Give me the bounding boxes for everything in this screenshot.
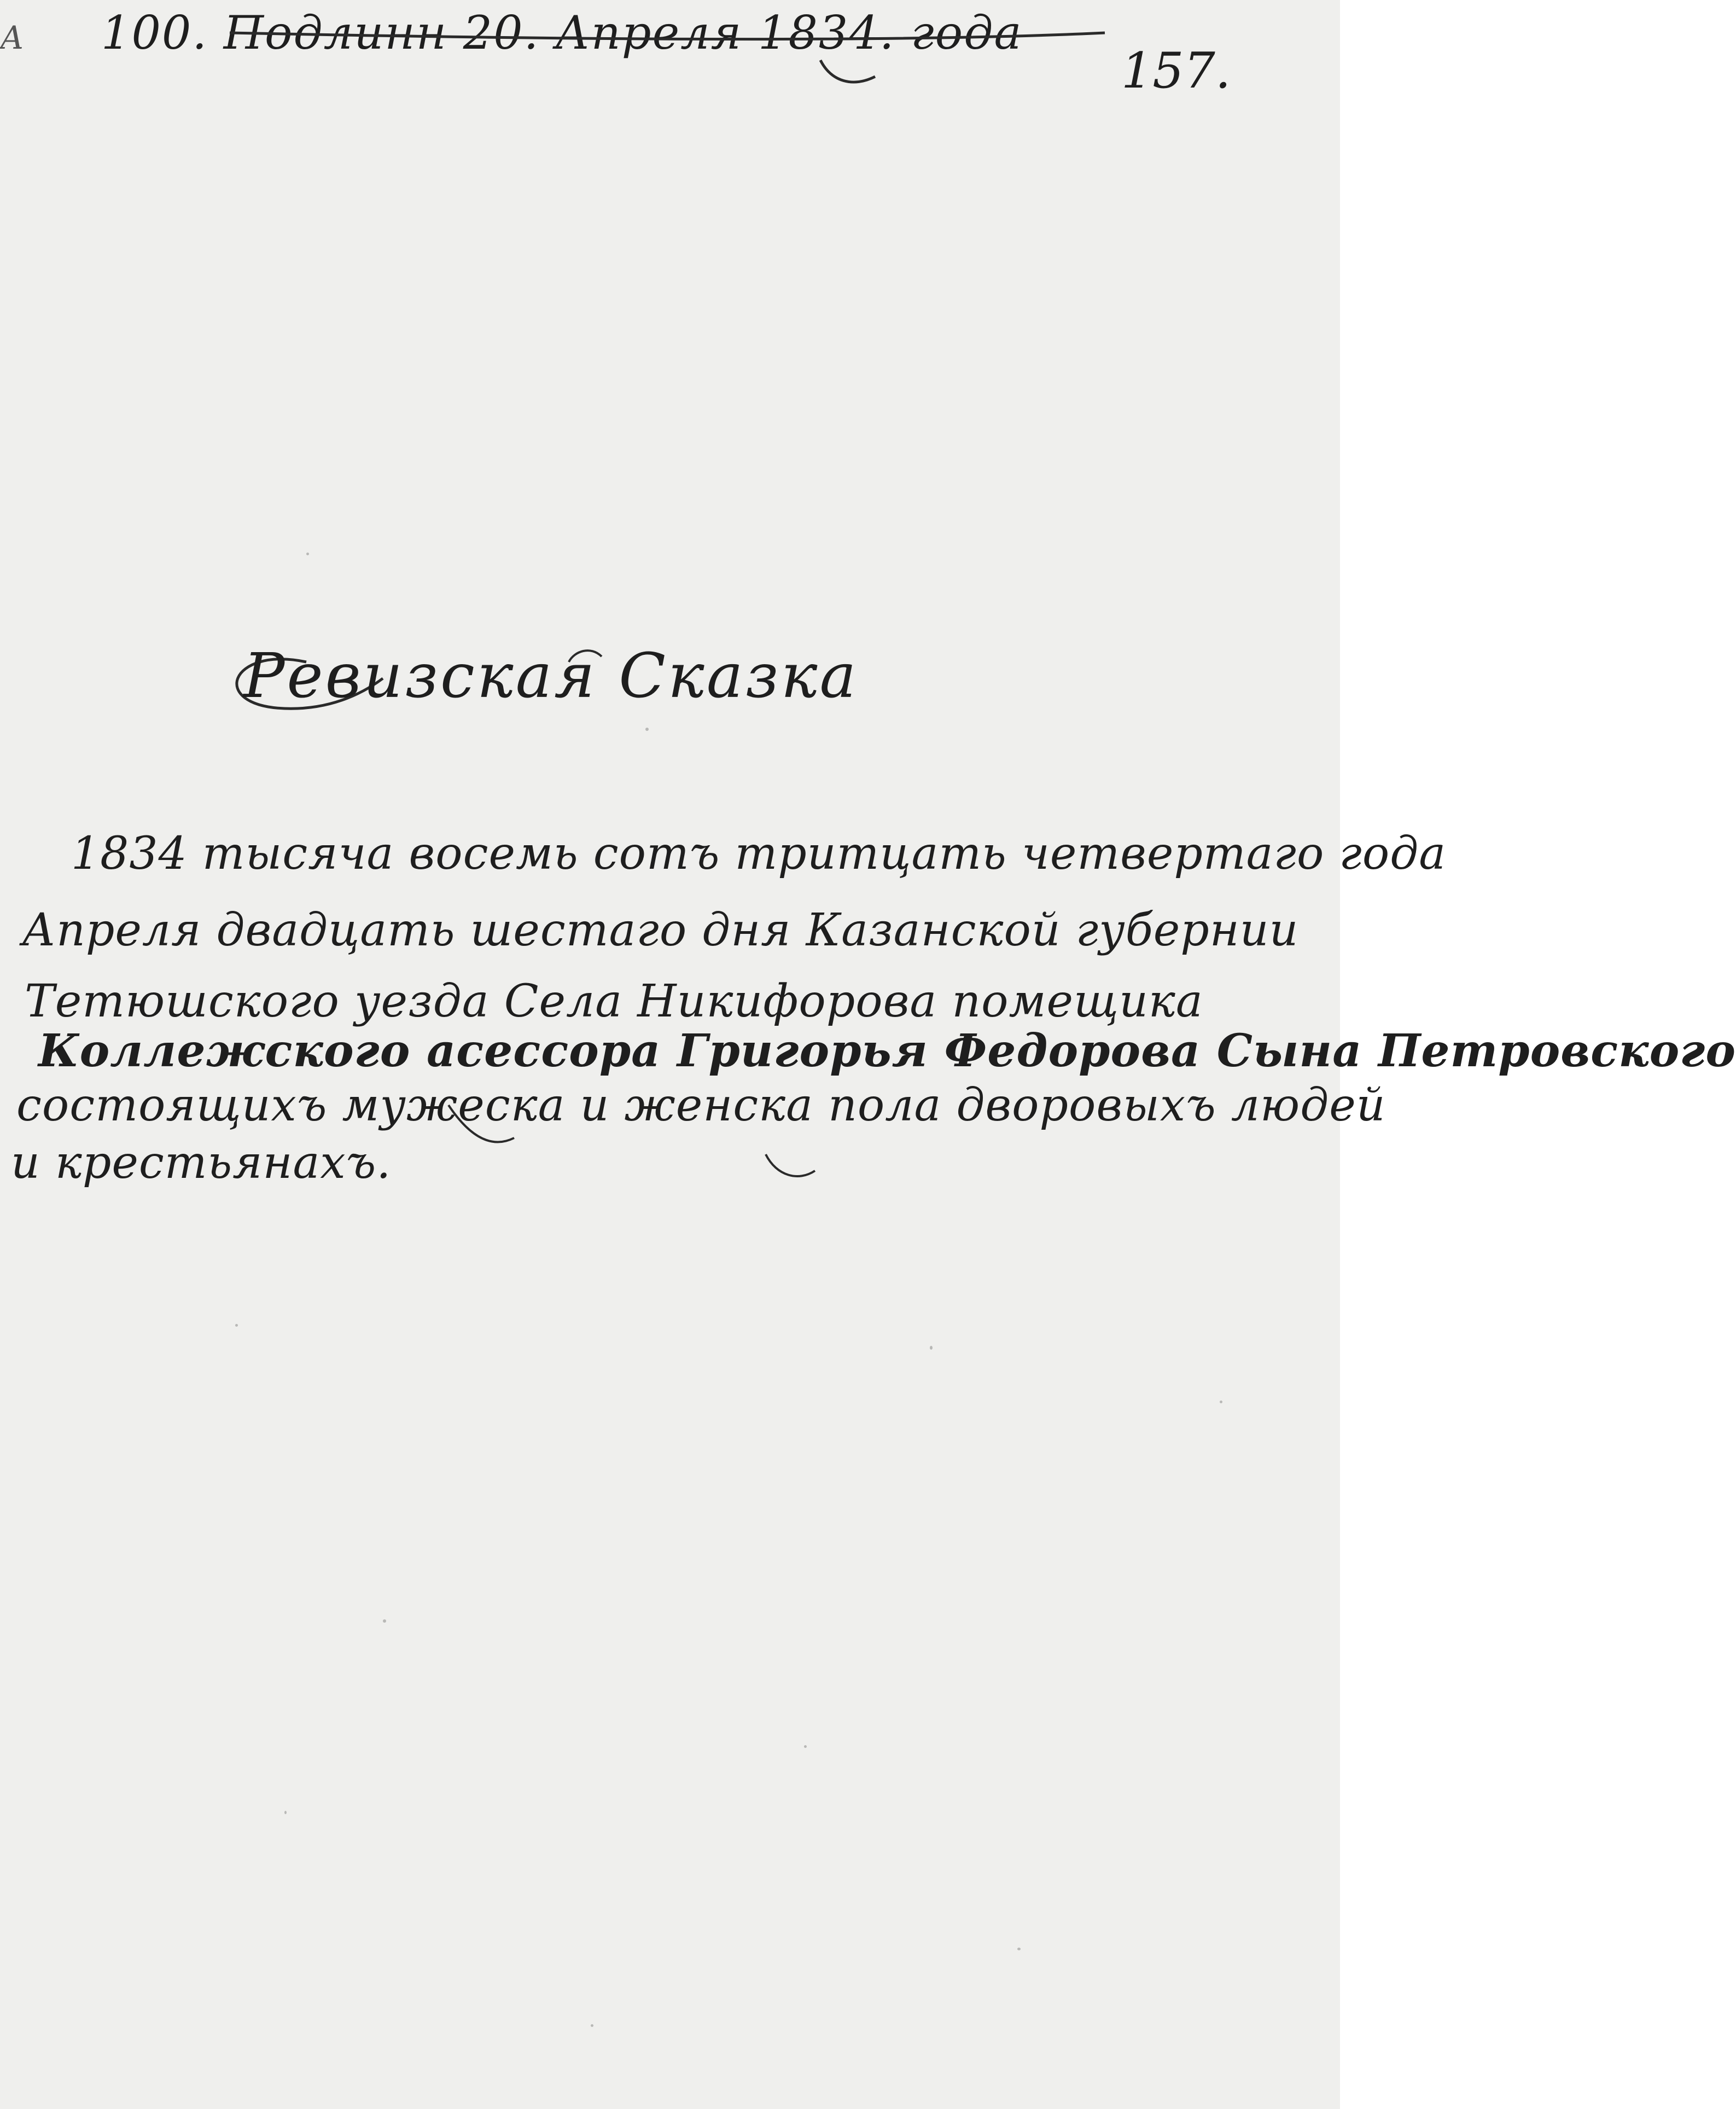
paper-speck bbox=[804, 1745, 807, 1748]
corner-mark: А bbox=[0, 19, 24, 56]
paper-speck bbox=[1220, 1401, 1222, 1403]
body-line-1: 1834 тысяча восемь сотъ тритцать четвертаго года bbox=[71, 828, 1447, 880]
body-line-6: и крестьянахъ. bbox=[11, 1137, 392, 1189]
body-line-2: Апреля двадцать шестаго дня Казанской губернии bbox=[22, 904, 1299, 956]
paper-speck bbox=[235, 1324, 238, 1327]
body-line-3: Тетюшского уезда Села Никифорова помещика bbox=[25, 975, 1203, 1027]
body-line-4: Коллежского асессора Григорья Федорова Сына Петровского bbox=[38, 1025, 1736, 1077]
paper-speck bbox=[1017, 1948, 1021, 1950]
paper-speck bbox=[284, 1811, 287, 1814]
header-annotation: 100. Подлинн 20. Апреля 1834. года bbox=[101, 6, 1023, 60]
paper-speck bbox=[591, 2024, 593, 2027]
folio-number: 157. bbox=[1121, 42, 1231, 100]
body-line-5: состоящихъ мужеска и женска пола дворовыхъ людей bbox=[16, 1079, 1386, 1131]
paper-speck bbox=[306, 553, 309, 555]
paper-speck bbox=[930, 1346, 933, 1350]
paper-speck bbox=[383, 1619, 386, 1623]
paper-speck bbox=[645, 728, 649, 731]
document-title: Ревизская Сказка bbox=[243, 641, 859, 712]
